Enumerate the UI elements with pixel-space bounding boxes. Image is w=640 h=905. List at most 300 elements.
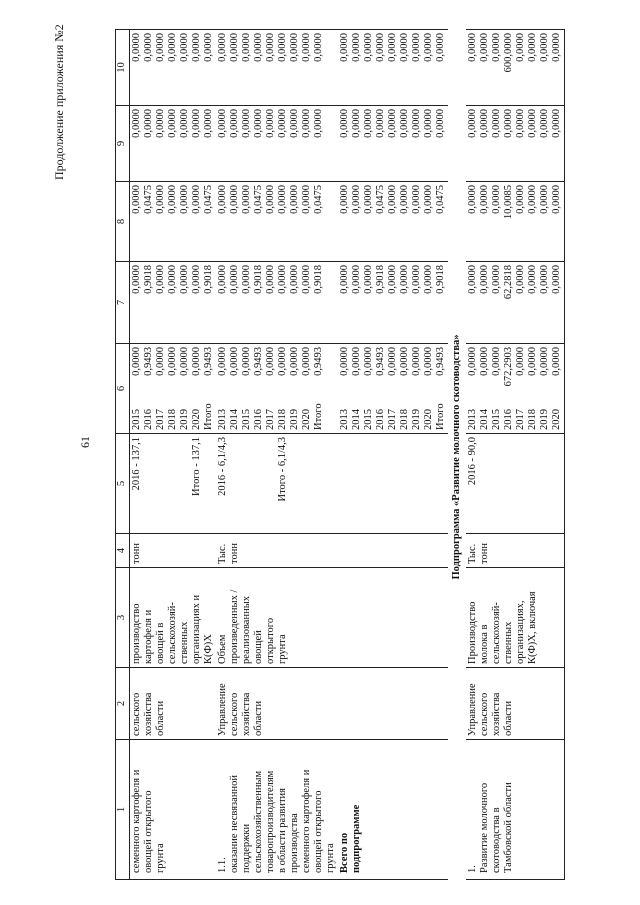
cell-line: 0,0000: [217, 109, 228, 138]
cell-line: поддержки: [241, 823, 252, 873]
cell-line: 0,0000: [387, 185, 398, 214]
cell-line: тонн: [131, 543, 142, 564]
indicator-cell: [216, 568, 338, 668]
cell-line: 0,0000: [387, 109, 398, 138]
executor-cell: [216, 668, 338, 740]
cell-line: 0,0000: [551, 109, 562, 138]
cell-line: хозяйства: [143, 692, 154, 736]
executor-cell: [338, 668, 448, 740]
years-list: [339, 403, 447, 430]
cell-line: 672,2903: [503, 347, 514, 387]
cell-line: Итого: [435, 403, 446, 430]
cell-line: 2020: [191, 409, 202, 430]
cell-line: 2018: [399, 409, 410, 430]
cell-line: 0,9018: [375, 265, 386, 294]
totals-list: [467, 347, 563, 386]
cell-line: 0,0000: [399, 33, 410, 62]
unit-cell: [338, 534, 448, 568]
cell-line: 0,0000: [423, 265, 434, 294]
budget-table: [115, 29, 565, 880]
funding-c7-cell: [466, 262, 565, 344]
cell-line: открытого: [265, 617, 276, 664]
target-value-cell: [216, 434, 338, 534]
cell-line: организациях,: [515, 600, 526, 664]
cell-line: ственных: [179, 621, 190, 664]
cell-line: 0,0000: [179, 265, 190, 294]
year-total-cell: [216, 344, 338, 434]
cell-line: 0,0000: [167, 347, 178, 376]
cell-line: ственных: [503, 621, 514, 664]
cell-line: 0,0000: [217, 347, 228, 376]
cell-line: области: [155, 700, 166, 736]
cell-line: 2016: [503, 409, 514, 430]
cell-line: 0,9493: [253, 347, 264, 376]
cell-line: 0,0000: [411, 109, 422, 138]
cell-line: 0,0000: [203, 109, 214, 138]
funding-c10-cell: [466, 30, 565, 106]
cell-line: 0,0000: [399, 109, 410, 138]
cell-line: 0,0000: [435, 109, 446, 138]
cell-line: 0,0000: [527, 33, 538, 62]
cell-line: 2014: [351, 409, 362, 430]
funding-c7-cell: [338, 262, 448, 344]
cell-line: сельского: [131, 692, 142, 736]
item-index: 1.1.: [217, 857, 228, 873]
cell-line: овощей открытого: [143, 790, 154, 873]
column-number-1: 1: [116, 740, 130, 880]
cell-line: 0,0000: [515, 109, 526, 138]
cell-line: 0,0475: [203, 185, 214, 214]
cell-line: 0,0000: [515, 347, 526, 376]
cell-line: 2019: [411, 409, 422, 430]
totals-list: [217, 347, 325, 376]
indicator-cell: [466, 568, 565, 668]
cell-line: 0,9493: [203, 347, 214, 376]
funding-c9-cell: [466, 106, 565, 182]
cell-line: 2017: [387, 409, 398, 430]
cell-line: 0,0000: [387, 265, 398, 294]
funding-c8-cell: [338, 182, 448, 262]
cell-line: 0,0000: [131, 265, 142, 294]
funding-c10-cell: [130, 30, 217, 106]
cell-line: овощей в: [155, 622, 166, 664]
cell-line: 2016: [375, 409, 386, 430]
cell-line: 2019: [289, 409, 300, 430]
cell-line: 0,0000: [435, 33, 446, 62]
cell-line: 0,0000: [155, 33, 166, 62]
cell-line: 0,0000: [217, 265, 228, 294]
cell-line: 2015: [131, 409, 142, 430]
cell-line: сельскохозяйственным: [253, 770, 264, 873]
cell-line: произведенных /: [229, 589, 240, 664]
cell-line: 62,2818: [503, 265, 514, 300]
cell-line: 0,0000: [301, 347, 312, 376]
cell-line: 2020: [551, 409, 562, 430]
year-total-cell: [466, 344, 565, 434]
unit-cell: [466, 534, 565, 568]
cell-line: 0,0000: [131, 109, 142, 138]
cell-line: 0,0000: [339, 33, 350, 62]
totals-list: [131, 347, 215, 376]
cell-line: 0,0000: [131, 185, 142, 214]
cell-line: 0,0000: [351, 185, 362, 214]
cell-line: 0,9493: [143, 347, 154, 376]
cell-line: организациях и: [191, 594, 202, 664]
item-index: 1.: [467, 865, 478, 873]
executor-cell: [466, 668, 565, 740]
cell-line: 2018: [277, 409, 288, 430]
cell-line: 2020: [301, 409, 312, 430]
cell-line: 0,0000: [363, 109, 374, 138]
page-number: 61: [78, 436, 92, 448]
cell-line: 0,0000: [289, 185, 300, 214]
cell-line: 2015: [241, 409, 252, 430]
funding-c10-cell: [338, 30, 448, 106]
cell-line: 0,0475: [253, 185, 264, 214]
cell-line: 0,0000: [339, 185, 350, 214]
cell-line: 0,0000: [313, 33, 324, 62]
cell-line: 0,0000: [253, 33, 264, 62]
cell-line: 0,0000: [479, 185, 490, 214]
cell-line: 0,0000: [179, 109, 190, 138]
cell-line: 0,0475: [375, 185, 386, 214]
cell-line: 0,0000: [423, 109, 434, 138]
unit-cell: [130, 534, 217, 568]
cell-line: 2020: [423, 409, 434, 430]
cell-line: К(Ф)Х: [203, 634, 214, 664]
cell-line: 0,0000: [229, 347, 240, 376]
cell-line: 0,0000: [399, 185, 410, 214]
cell-line: 0,0000: [191, 33, 202, 62]
cell-line: 2016 - 6,1/4,3: [217, 437, 228, 496]
cell-line: 0,0000: [241, 33, 252, 62]
cell-line: 2018: [167, 409, 178, 430]
cell-line: 0,0000: [167, 109, 178, 138]
cell-line: Развитие молочного: [479, 782, 490, 873]
cell-line: овощей: [253, 630, 264, 664]
cell-line: 0,0000: [551, 265, 562, 294]
cell-line: 600,0000: [503, 33, 514, 73]
cell-line: 0,0000: [411, 33, 422, 62]
cell-line: семенного картофеля и: [131, 769, 142, 873]
cell-line: 0,0000: [375, 33, 386, 62]
cell-line: Управление: [217, 683, 228, 736]
cell-line: 0,0000: [539, 265, 550, 294]
cell-line: 0,0000: [363, 33, 374, 62]
column-number-5: 5: [116, 434, 130, 534]
cell-line: Тыс.: [217, 543, 228, 564]
table-row: [216, 30, 338, 880]
cell-line: 0,0000: [155, 265, 166, 294]
cell-line: 0,0475: [313, 185, 324, 214]
cell-line: 0,0000: [411, 347, 422, 376]
cell-line: хозяйства: [491, 692, 502, 736]
cell-line: Итого: [313, 403, 324, 430]
cell-line: скотоводства в: [491, 807, 502, 873]
cell-line: 0,0000: [339, 109, 350, 138]
cell-line: 0,0000: [387, 347, 398, 376]
cell-line: производства: [289, 813, 300, 873]
cell-line: Всего по: [339, 832, 350, 873]
cell-line: 2018: [527, 409, 538, 430]
cell-line: 0,0000: [527, 109, 538, 138]
funding-c10-cell: [216, 30, 338, 106]
cell-line: 0,0000: [229, 33, 240, 62]
cell-line: 0,0000: [289, 265, 300, 294]
cell-line: 0,0000: [217, 33, 228, 62]
cell-line: оказание несвязанной: [229, 775, 240, 873]
activity-name-cell: [216, 740, 338, 880]
cell-line: 0,0000: [143, 33, 154, 62]
cell-line: 0,0000: [179, 347, 190, 376]
cell-line: 0,0000: [339, 265, 350, 294]
cell-line: области: [253, 700, 264, 736]
cell-line: 0,9018: [143, 265, 154, 294]
cell-line: 2016 - 90,0: [467, 437, 478, 486]
cell-line: 2017: [515, 409, 526, 430]
cell-line: грунта: [277, 634, 288, 664]
cell-line: 2017: [155, 409, 166, 430]
cell-line: 0,9018: [435, 265, 446, 294]
cell-line: Итого - 137,1: [191, 437, 202, 496]
cell-line: 0,0000: [131, 33, 142, 62]
cell-line: 0,0000: [527, 185, 538, 214]
cell-line: 0,0000: [515, 185, 526, 214]
totals-list: [339, 347, 447, 376]
cell-line: 0,0000: [551, 33, 562, 62]
cell-line: К(Ф)Х, включая: [527, 591, 538, 664]
funding-c9-cell: [130, 106, 217, 182]
cell-line: 0,0000: [167, 265, 178, 294]
cell-line: 0,0000: [539, 185, 550, 214]
cell-line: области: [503, 700, 514, 736]
funding-c9-cell: [216, 106, 338, 182]
cell-line: 0,0000: [289, 109, 300, 138]
cell-line: овощей открытого: [313, 790, 324, 873]
cell-line: 0,0000: [539, 109, 550, 138]
cell-line: 0,0000: [313, 109, 324, 138]
cell-line: 0,0000: [301, 109, 312, 138]
cell-line: грунта: [155, 843, 166, 873]
column-number-2: 2: [116, 668, 130, 740]
column-number-row: [116, 30, 130, 880]
cell-line: 0,0000: [229, 265, 240, 294]
cell-line: 0,0000: [167, 185, 178, 214]
cell-line: товаропроизводителям: [265, 770, 276, 873]
cell-line: 0,0000: [491, 33, 502, 62]
activity-name-cell: [130, 740, 217, 880]
year-total-cell: [338, 344, 448, 434]
cell-line: 0,0000: [277, 185, 288, 214]
cell-line: 2013: [217, 409, 228, 430]
cell-line: 0,0000: [503, 109, 514, 138]
cell-line: 0,0000: [289, 347, 300, 376]
cell-line: 0,0000: [229, 185, 240, 214]
cell-line: 0,0000: [351, 109, 362, 138]
cell-line: 0,0000: [155, 185, 166, 214]
cell-line: 2019: [539, 409, 550, 430]
cell-line: 0,0000: [539, 347, 550, 376]
cell-line: 0,9018: [253, 265, 264, 294]
cell-line: 0,0000: [289, 33, 300, 62]
cell-line: 0,0000: [467, 265, 478, 294]
cell-line: Производство: [467, 601, 478, 664]
funding-c9-cell: [338, 106, 448, 182]
cell-line: 0,0000: [423, 347, 434, 376]
cell-line: 0,0000: [363, 265, 374, 294]
cell-line: производство: [131, 603, 142, 664]
cell-line: 0,9018: [313, 265, 324, 294]
cell-line: 0,0000: [241, 109, 252, 138]
subprogram-title: Подпрограмма «Развитие молочного скотоводства»: [451, 334, 462, 580]
table-row: [130, 30, 217, 880]
cell-line: тонн: [479, 543, 490, 564]
funding-c8-cell: [466, 182, 565, 262]
cell-line: 0,0000: [191, 109, 202, 138]
funding-c8-cell: [216, 182, 338, 262]
cell-line: Тамбовской области: [503, 782, 514, 873]
cell-line: молока в: [479, 624, 490, 664]
year-total-cell: [130, 344, 217, 434]
cell-line: 0,0000: [191, 265, 202, 294]
cell-line: 0,0000: [265, 33, 276, 62]
cell-line: 0,0000: [241, 185, 252, 214]
cell-line: 0,0000: [467, 33, 478, 62]
cell-line: 2015: [491, 409, 502, 430]
cell-line: 0,0000: [351, 265, 362, 294]
cell-line: хозяйства: [241, 692, 252, 736]
cell-line: 0,0000: [301, 33, 312, 62]
cell-line: сельского: [229, 692, 240, 736]
cell-line: Объем: [217, 634, 228, 664]
cell-line: 0,0000: [491, 109, 502, 138]
activity-name-cell: [466, 740, 565, 880]
cell-line: 2017: [265, 409, 276, 430]
cell-line: тонн: [229, 543, 240, 564]
cell-line: 0,0000: [155, 109, 166, 138]
cell-line: 0,0000: [351, 347, 362, 376]
cell-line: Итого: [203, 403, 214, 430]
continuation-note: Продолжение приложения №2: [52, 24, 66, 180]
cell-line: 0,0000: [265, 109, 276, 138]
column-number-6: 6: [116, 344, 130, 434]
cell-line: 0,0000: [551, 185, 562, 214]
cell-line: 0,0000: [515, 33, 526, 62]
cell-line: грунта: [325, 843, 336, 873]
subprogram-row: [448, 30, 466, 880]
cell-line: 0,0000: [479, 109, 490, 138]
cell-line: 0,0000: [277, 347, 288, 376]
cell-line: 0,0000: [527, 347, 538, 376]
cell-line: 0,0000: [423, 185, 434, 214]
cell-line: 0,0000: [253, 109, 264, 138]
cell-line: 0,0000: [179, 185, 190, 214]
cell-line: 0,0000: [363, 185, 374, 214]
cell-line: сельского: [479, 692, 490, 736]
cell-line: 0,9493: [435, 347, 446, 376]
cell-line: подпрограмме: [351, 804, 362, 873]
activity-name-cell: [338, 740, 448, 880]
cell-line: 0,0000: [167, 33, 178, 62]
cell-line: 0,0000: [277, 109, 288, 138]
cell-line: 0,0000: [479, 347, 490, 376]
cell-line: Итого - 6,1/4,3: [277, 437, 288, 502]
column-number-10: 10: [116, 30, 130, 106]
cell-line: в области развития: [277, 788, 288, 873]
table-row: [466, 30, 565, 880]
cell-line: 0,0000: [387, 33, 398, 62]
cell-line: 0,0000: [301, 265, 312, 294]
cell-line: 0,0000: [191, 185, 202, 214]
column-number-4: 4: [116, 534, 130, 568]
cell-line: 0,0000: [411, 185, 422, 214]
cell-line: 0,0000: [515, 265, 526, 294]
cell-line: 0,0000: [265, 265, 276, 294]
years-list: [217, 403, 325, 430]
cell-line: 0,0000: [179, 33, 190, 62]
cell-line: 2013: [467, 409, 478, 430]
cell-line: картофеля и: [143, 609, 154, 664]
cell-line: 0,0000: [527, 265, 538, 294]
cell-line: 0,0000: [539, 33, 550, 62]
cell-line: 0,0000: [301, 185, 312, 214]
cell-line: 0,0000: [363, 347, 374, 376]
cell-line: 0,0000: [191, 347, 202, 376]
cell-line: 0,0000: [375, 109, 386, 138]
cell-line: 0,0000: [131, 347, 142, 376]
indicator-cell: [130, 568, 217, 668]
cell-line: 0,0000: [339, 347, 350, 376]
column-number-8: 8: [116, 182, 130, 262]
cell-line: 2013: [339, 409, 350, 430]
table-row: [338, 30, 448, 880]
cell-line: 2016 - 137,1: [131, 437, 142, 491]
cell-line: 2016: [253, 409, 264, 430]
executor-cell: [130, 668, 217, 740]
column-number-3: 3: [116, 568, 130, 668]
target-value-cell: [130, 434, 217, 534]
cell-line: 0,0000: [479, 33, 490, 62]
cell-line: сельскохозяй-: [491, 602, 502, 664]
cell-line: 0,0000: [277, 265, 288, 294]
cell-line: 2014: [479, 409, 490, 430]
target-value-cell: [466, 434, 565, 534]
cell-line: 0,0000: [155, 347, 166, 376]
cell-line: 0,0000: [491, 347, 502, 376]
cell-line: 2014: [229, 409, 240, 430]
cell-line: 0,9493: [375, 347, 386, 376]
cell-line: 0,0000: [467, 185, 478, 214]
cell-line: 0,0000: [491, 185, 502, 214]
indicator-cell: [338, 568, 448, 668]
rotated-table-container: [115, 30, 615, 880]
column-number-9: 9: [116, 106, 130, 182]
cell-line: 10,0085: [503, 185, 514, 220]
cell-line: 0,0000: [203, 33, 214, 62]
cell-line: 0,0000: [241, 347, 252, 376]
cell-line: 0,0475: [143, 185, 154, 214]
cell-line: 0,0000: [277, 33, 288, 62]
cell-line: семенного картофеля и: [301, 769, 312, 873]
years-list: [131, 403, 215, 430]
cell-line: 0,0000: [265, 185, 276, 214]
cell-line: 0,0000: [143, 109, 154, 138]
funding-c7-cell: [130, 262, 217, 344]
unit-cell: [216, 534, 338, 568]
cell-line: 0,0000: [399, 347, 410, 376]
cell-line: 0,0000: [423, 33, 434, 62]
cell-line: 0,0000: [479, 265, 490, 294]
